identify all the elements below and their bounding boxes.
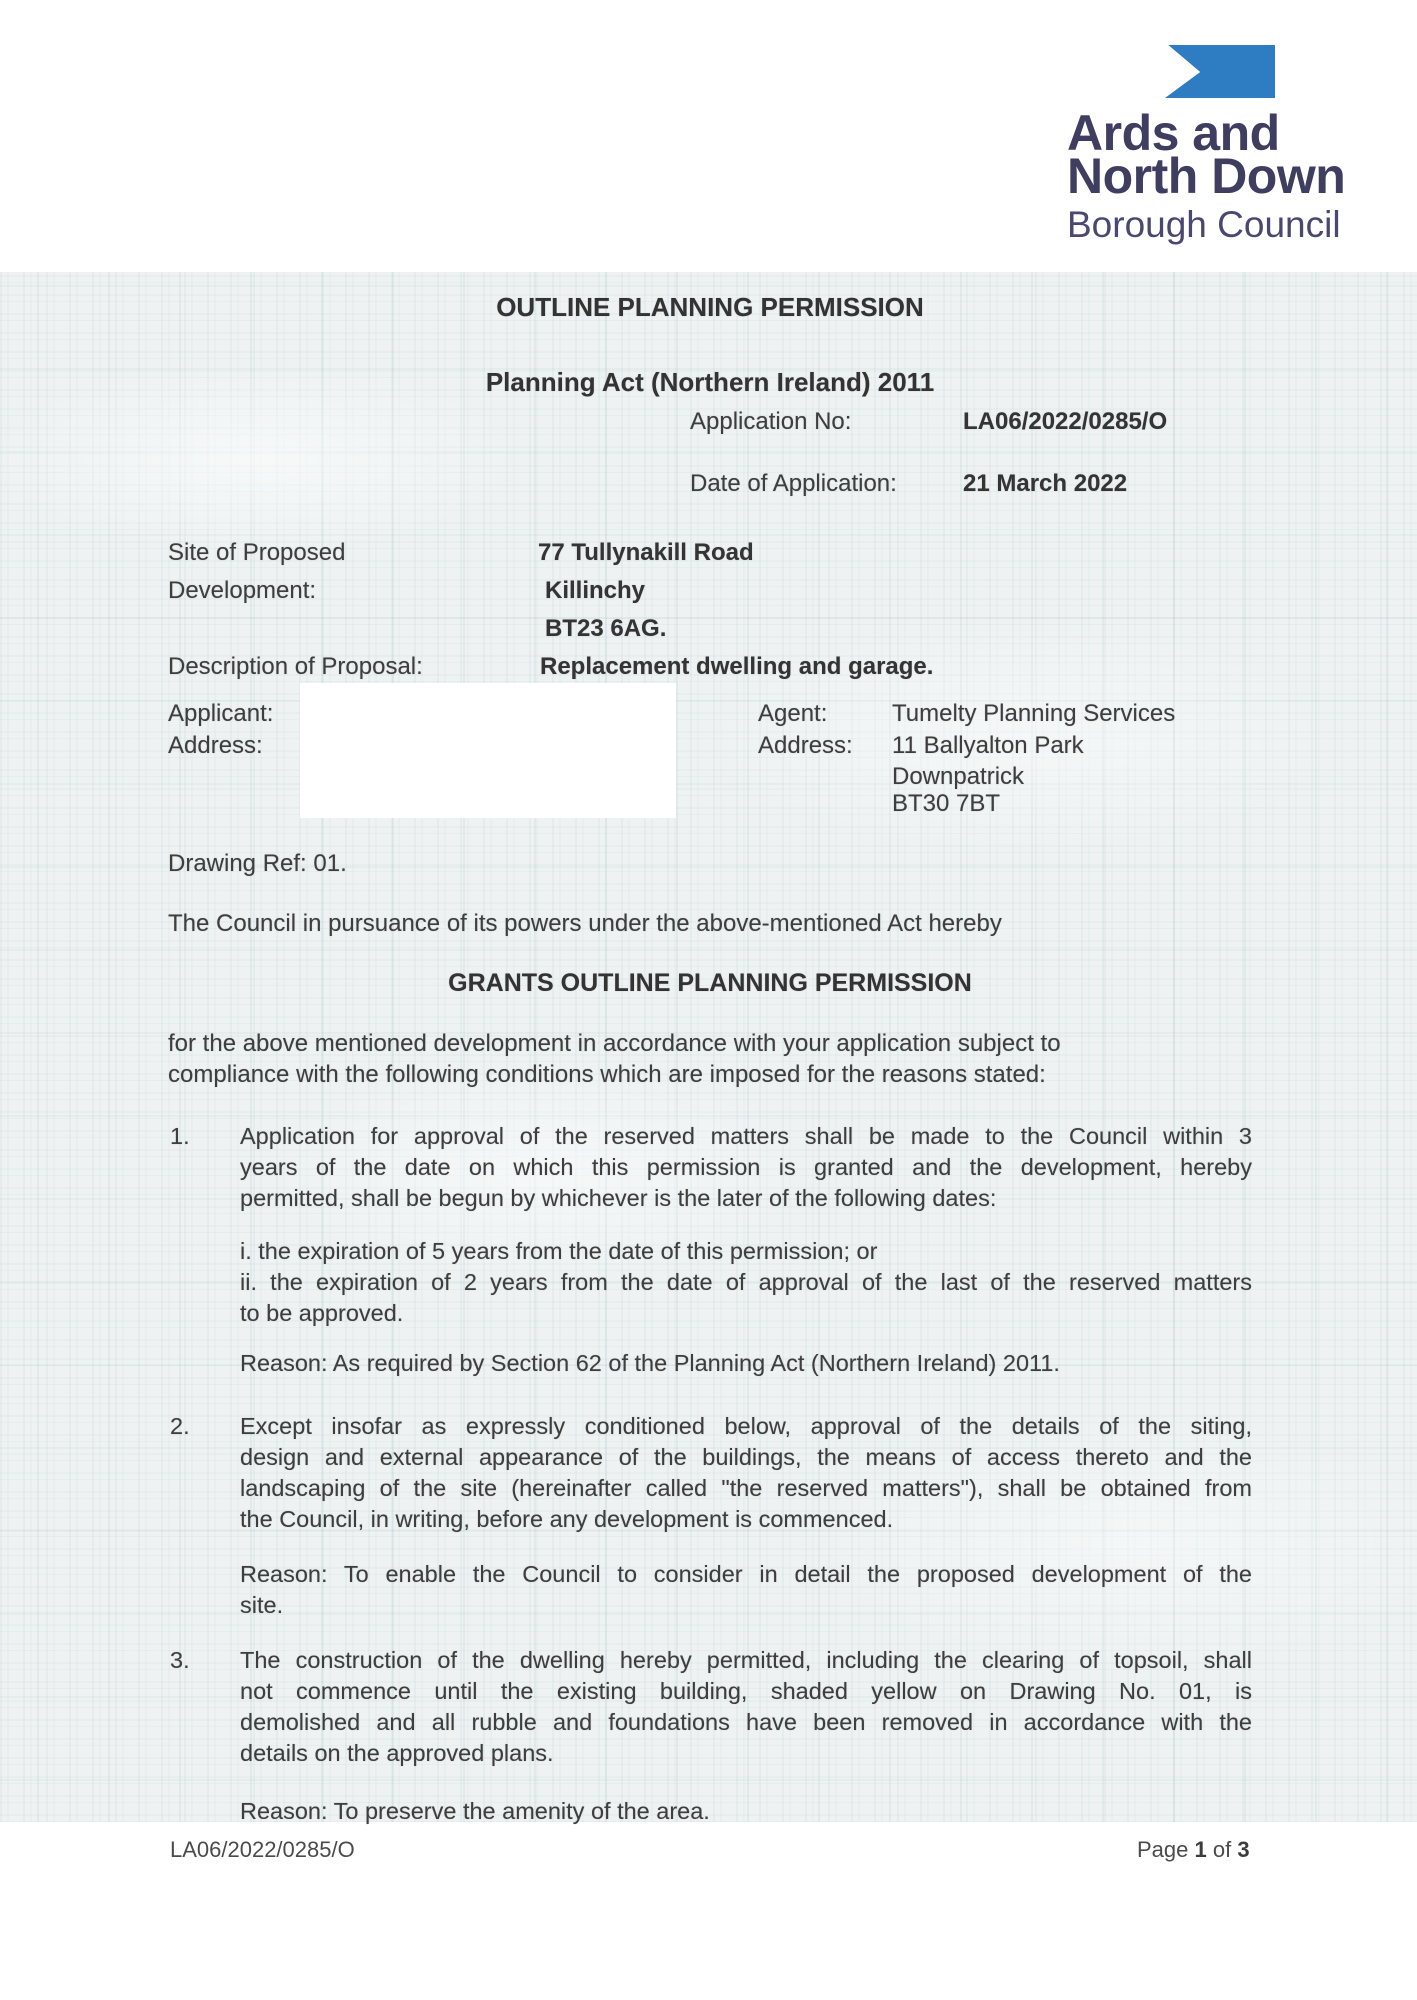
logo-text-line1: Ards and bbox=[1067, 105, 1280, 161]
condition-3-line4: details on the approved plans. bbox=[240, 1740, 554, 1766]
document-title: OUTLINE PLANNING PERMISSION bbox=[496, 292, 924, 322]
agent-address-line1: 11 Ballyalton Park bbox=[892, 732, 1084, 759]
application-no-value: LA06/2022/0285/O bbox=[963, 408, 1168, 435]
grants-heading: GRANTS OUTLINE PLANNING PERMISSION bbox=[448, 969, 972, 997]
application-date-label: Date of Application: bbox=[690, 470, 897, 497]
condition-1-reason: Reason: As required by Section 62 of the Planning Act (Northern Ireland) 2011. bbox=[240, 1350, 1060, 1376]
condition-2-reason-line1: Reason: To enable the Council to consider in detail the proposed development of the bbox=[240, 1561, 1252, 1587]
footer-page-of: of bbox=[1206, 1837, 1238, 1862]
footer-page-indicator bbox=[1137, 1834, 1250, 1865]
agent-address-line2: Downpatrick bbox=[892, 763, 1025, 790]
condition-1-sub-i: i. the expiration of 5 years from the date of this permission; or bbox=[240, 1238, 878, 1264]
footer-reference: LA06/2022/0285/O bbox=[170, 1837, 355, 1862]
site-label-line1: Site of Proposed bbox=[168, 539, 346, 566]
pursuance-statement: The Council in pursuance of its powers under the above-mentioned Act hereby bbox=[168, 910, 1002, 937]
condition-2-reason-line2: site. bbox=[240, 1592, 284, 1618]
condition-1-line2: years of the date on which this permission is granted and the development, hereby bbox=[240, 1154, 1252, 1180]
condition-3-line3: demolished and all rubble and foundations have been removed in accordance with the bbox=[240, 1709, 1252, 1735]
condition-1-number: 1. bbox=[170, 1123, 190, 1149]
document-subtitle: Planning Act (Northern Ireland) 2011 bbox=[485, 367, 935, 397]
agent-address-label: Address: bbox=[758, 732, 853, 759]
site-address-line3: BT23 6AG. bbox=[545, 615, 667, 642]
applicant-label: Applicant: bbox=[168, 700, 274, 727]
application-no-label: Application No: bbox=[690, 408, 852, 435]
condition-2-line2: design and external appearance of the buildings, the means of access thereto and the bbox=[240, 1444, 1252, 1470]
condition-3-reason: Reason: To preserve the amenity of the area. bbox=[240, 1798, 710, 1824]
intro-line1: for the above mentioned development in accordance with your application subject to bbox=[168, 1030, 1061, 1057]
applicant-address-label: Address: bbox=[168, 732, 263, 759]
condition-2-number: 2. bbox=[170, 1413, 190, 1439]
council-flag-icon bbox=[1165, 45, 1275, 98]
footer-page-prefix: Page bbox=[1137, 1837, 1195, 1862]
proposal-label: Description of Proposal: bbox=[168, 653, 423, 680]
drawing-ref: Drawing Ref: 01. bbox=[168, 850, 347, 877]
condition-2-line3: landscaping of the site (hereinafter called "the reserved matters"), shall be obtained from bbox=[240, 1475, 1252, 1501]
application-date-value: 21 March 2022 bbox=[963, 470, 1128, 497]
agent-name: Tumelty Planning Services bbox=[892, 700, 1176, 727]
condition-2-line4: the Council, in writing, before any development is commenced. bbox=[240, 1506, 894, 1532]
footer-page-number: 1 bbox=[1194, 1837, 1207, 1862]
site-address-line1: 77 Tullynakill Road bbox=[538, 539, 754, 566]
condition-3-line2: not commence until the existing building, shaded yellow on Drawing No. 01, is bbox=[240, 1678, 1252, 1704]
proposal-value: Replacement dwelling and garage. bbox=[540, 653, 934, 680]
condition-3-number: 3. bbox=[170, 1647, 190, 1673]
logo-text-line2: North Down bbox=[1067, 148, 1346, 204]
condition-1-line3: permitted, shall be begun by whichever is the later of the following dates: bbox=[240, 1185, 997, 1211]
condition-1-line1: Application for approval of the reserved matters shall be made to the Council within 3 bbox=[240, 1123, 1252, 1149]
agent-label: Agent: bbox=[758, 700, 828, 727]
condition-2-line1: Except insofar as expressly conditioned below, approval of the details of the siting, bbox=[240, 1413, 1252, 1439]
agent-address-line3: BT30 7BT bbox=[892, 790, 1001, 817]
site-label-line2: Development: bbox=[168, 577, 317, 604]
condition-1-sub-ii-line2: to be approved. bbox=[240, 1300, 404, 1326]
footer-page-total: 3 bbox=[1237, 1837, 1250, 1862]
condition-1-sub-ii-line1: ii. the expiration of 2 years from the date of approval of the last of the reserved matters bbox=[240, 1269, 1252, 1295]
logo-text-line3: Borough Council bbox=[1067, 204, 1341, 245]
redacted-applicant-box bbox=[300, 683, 676, 818]
intro-line2: compliance with the following conditions which are imposed for the reasons stated: bbox=[168, 1061, 1046, 1088]
site-address-line2: Killinchy bbox=[545, 577, 646, 604]
condition-3-line1: The construction of the dwelling hereby permitted, including the clearing of topsoil, shall bbox=[240, 1647, 1252, 1673]
